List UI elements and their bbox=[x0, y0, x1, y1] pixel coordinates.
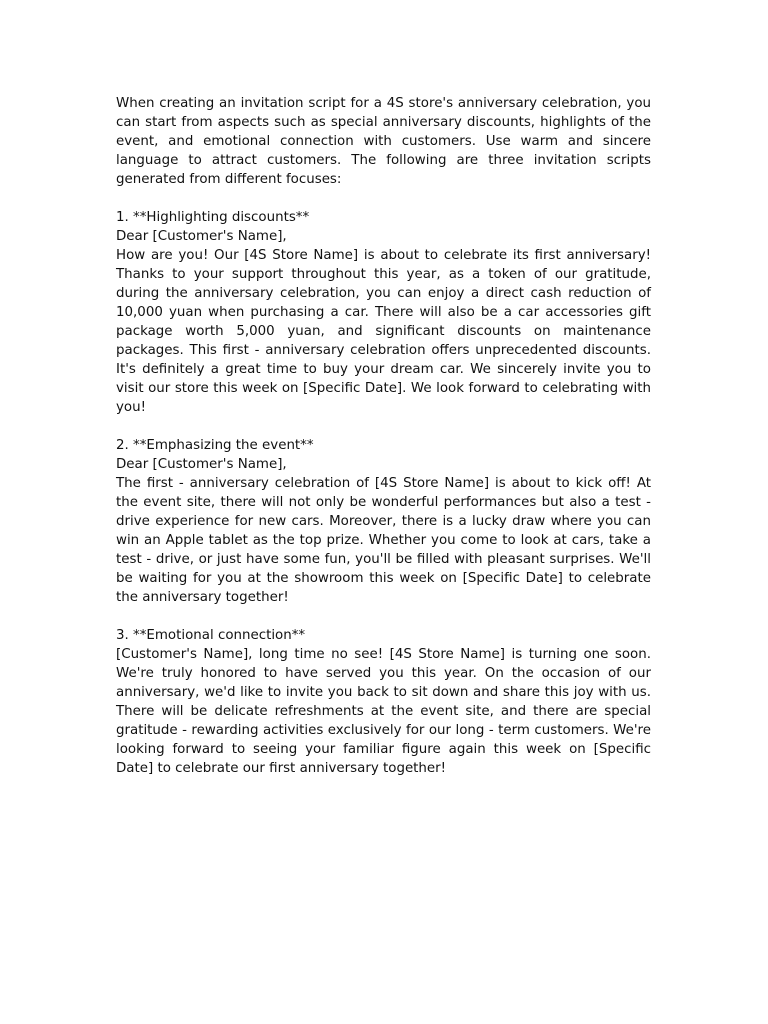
section-heading: 3. **Emotional connection** bbox=[116, 628, 306, 643]
section-heading: 2. **Emphasizing the event** bbox=[116, 438, 314, 453]
section-heading: 1. **Highlighting discounts** bbox=[116, 210, 310, 225]
greeting: Dear [Customer's Name], bbox=[116, 457, 287, 472]
section-body: How are you! Our [4S Store Name] is about to celebrate its first anniversary! Thanks to your support throughout this year, as a token of our gratitude, during the anniversary celebration, you can enjoy a direct cash reduction of 10,000 yuan when purchasing a car. There will also be a car accessories gift package worth 5,000 yuan, and significant discounts on maintenance packages. This first - anniversary celebration offers unprecedented discounts. It's definitely a great time to buy your dream car. We sincerely invite you to visit our store this week on [Specific Date]. We look forward to celebrating with you! bbox=[116, 248, 651, 415]
spacer bbox=[116, 417, 651, 436]
spacer bbox=[116, 607, 651, 626]
spacer bbox=[116, 189, 651, 208]
section-event bbox=[116, 436, 651, 607]
section-body: [Customer's Name], long time no see! [4S Store Name] is turning one soon. We're truly honored to have served you this year. On the occasion of our anniversary, we'd like to invite you back to sit down and share this joy with us. There will be delicate refreshments at the event site, and there are special gratitude - rewarding activities exclusively for our long - term customers. We're looking forward to seeing your familiar figure again this week on [Specific Date] to celebrate our first anniversary together! bbox=[116, 647, 651, 776]
section-emotional bbox=[116, 626, 651, 778]
document-body bbox=[116, 94, 651, 778]
section-discounts bbox=[116, 208, 651, 417]
greeting: Dear [Customer's Name], bbox=[116, 229, 287, 244]
intro-paragraph: When creating an invitation script for a 4S store's anniversary celebration, you can start from aspects such as special anniversary discounts, highlights of the event, and emotional connection with customers. Use warm and sincere language to attract customers. The following are three invitation scripts generated from different focuses: bbox=[116, 96, 651, 187]
section-body: The first - anniversary celebration of [4S Store Name] is about to kick off! At the event site, there will not only be wonderful performances but also a test - drive experience for new cars. Moreover, there is a lucky draw where you can win an Apple tablet as the top prize. Whether you come to look at cars, take a test - drive, or just have some fun, you'll be filled with pleasant surprises. We'll be waiting for you at the showroom this week on [Specific Date] to celebrate the anniversary together! bbox=[116, 476, 651, 605]
